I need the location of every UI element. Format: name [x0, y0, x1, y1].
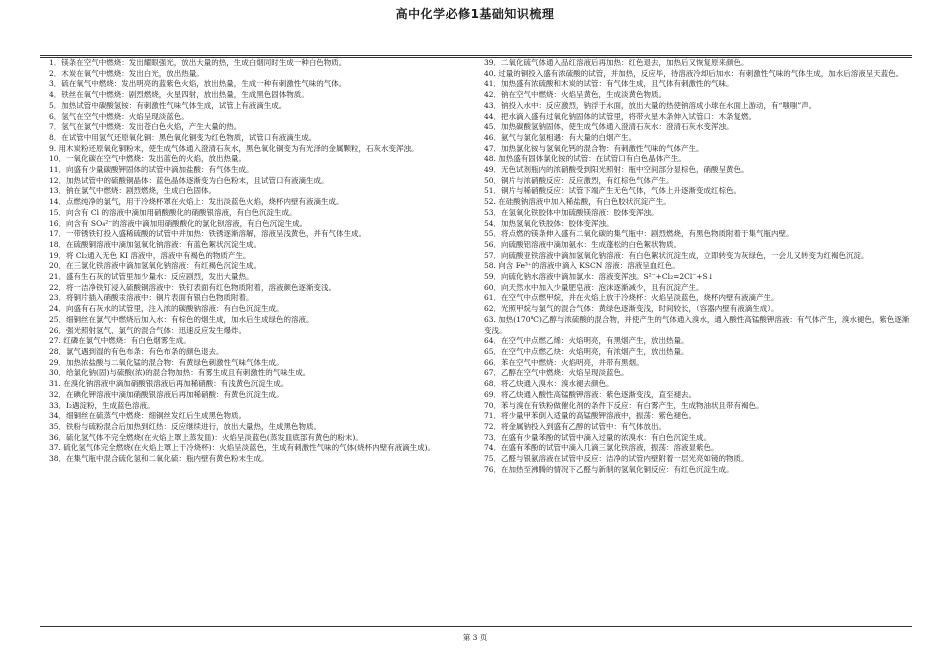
observation-item: 7．氢气在氯气中燃烧：发出苍白色火焰，产生大量的热。: [49, 122, 242, 132]
observation-item: 22．将一洁净铁钉浸入硫酸铜溶液中：铁钉表面有红色物质附着，溶液颜色逐渐变浅。: [49, 282, 337, 292]
observation-item: 64．在空气中点燃乙烯：火焰明亮，有黑烟产生，放出热量。: [484, 336, 689, 346]
observation-item: 31. 在溴化钠溶液中滴加硝酸银溶液后再加稀硝酸：有浅黄色沉淀生成。: [49, 379, 289, 389]
observation-item: 27. 红磷在氯气中燃烧：有白色烟雾生成。: [49, 336, 191, 346]
observation-item: 12．加热试管中的硫酸铜晶体：蓝色晶体逐渐变为白色粉末，且试管口有液滴生成。: [49, 175, 329, 185]
left-column: [49, 58, 481, 465]
observation-item: 18．在硫酸铜溶液中滴加氢氧化钠溶液：有蓝色絮状沉淀生成。: [49, 239, 262, 249]
observation-item: 17．一带锈铁钉投入盛稀硫酸的试管中并加热：铁锈逐渐溶解，溶液呈浅黄色，并有气体生成。: [49, 229, 367, 239]
observation-item: 1．镁条在空气中燃烧：发出耀眼强光，放出大量的热，生成白烟同时生成一种白色物质。: [49, 58, 347, 67]
observation-item: 70．苯与溴在有铁粉做催化剂的条件下反应：有白雾产生，生成物油状且带有褐色。: [484, 400, 764, 410]
observation-item: 9. 用木炭粉还原氧化铜粉末，使生成气体通入澄清石灰水，黑色氧化铜变为有光泽的金属颗粒，石灰水变浑浊。: [49, 143, 419, 153]
observation-item: 58. 向含 Fe³⁺的溶液中滴入 KSCN 溶液：溶液呈血红色。: [484, 261, 680, 271]
page-title: 高中化学必修1基础知识梳理: [395, 7, 555, 21]
observation-item: 62．光照甲烷与氯气的混合气体：黄绿色逐渐变浅，时间较长，（容器内壁有液滴生成）。: [484, 304, 779, 314]
observation-item: 54．加热氢氧化铁胶体：胶体变浑浊。: [484, 218, 614, 228]
observation-item: 60．向天然水中加入少量肥皂液：泡沫逐渐减少，且有沉淀产生。: [484, 282, 704, 292]
observation-item: 28．氯气遇到湿的有色布条：有色布条的颜色退去。: [49, 346, 224, 356]
observation-item: 2．木炭在氧气中燃烧：发出白光，放出热量。: [49, 68, 204, 78]
observation-item: 3．硫在氧气中燃烧：发出明亮的蓝紫色火焰，放出热量，生成一种有刺激性气味的气体。: [49, 79, 347, 89]
observation-item: 5．加热试管中碳酸氢铵：有刺激性气味气体生成，试管上有液滴生成。: [49, 100, 287, 110]
observation-item: 53．在氢氧化铁胶体中加硫酸镁溶液：胶体变浑浊。: [484, 207, 659, 217]
observation-item: 34．细铜丝在硫蒸气中燃烧：细铜丝发红后生成黑色物质。: [49, 411, 247, 421]
observation-item: 43．钠投入水中：反应激烈，钠浮于水面，放出大量的热使钠溶成小球在水面上游动，有“嗤嗤”声。: [484, 100, 817, 110]
observation-item: 10．一氧化碳在空气中燃烧：发出蓝色的火焰，放出热量。: [49, 154, 247, 164]
observation-item: 73．在盛有少量苯酚的试管中滴入过量的浓溴水：有白色沉淀生成。: [484, 432, 712, 442]
right-column: [484, 58, 916, 475]
observation-item: 47．加热氯化铵与氢氧化钙的混合物：有刺激性气味的气体产生。: [484, 143, 704, 153]
observation-item: 45．加热碳酸氢钠固体，使生成气体通入澄清石灰水：澄清石灰水变浑浊。: [484, 122, 734, 132]
observation-item: 68．将乙炔通入溴水：溴水褪去颜色。: [484, 379, 614, 389]
observation-item: 59．向硫化钠水溶液中滴加氯水：溶液变浑浊。S²⁻+Cl₂=2Cl⁻+S↓: [484, 272, 714, 282]
observation-item: 15．向含有 Cl 的溶液中滴加用硝酸酸化的硝酸银溶液，有白色沉淀生成。: [49, 207, 297, 217]
observation-item: 11．向盛有少量碳酸钾固体的试管中滴加盐酸：有气体生成。: [49, 165, 254, 175]
observation-item: 25．细铜丝在氯气中燃烧后加入水：有棕色的烟生成，加水后生成绿色的溶液。: [49, 314, 314, 324]
observation-item: 30．给氯化钠(固)与硫酸(浓)的混合物加热：有雾生成且有刺激性的气味生成。: [49, 368, 311, 378]
observation-item: 75．乙醛与银氨溶液在试管中反应：洁净的试管内壁附着一层光亮如镜的物质。: [484, 454, 749, 464]
observation-item: 29．加热浓盐酸与二氧化锰的混合物：有黄绿色刺激性气味气体生成。: [49, 357, 284, 367]
observation-item: 51．铜片与稀硝酸反应：试管下端产生无色气体，气体上升逐渐变成红棕色。: [484, 186, 742, 196]
observation-item: 74．在盛有苯酚的试管中滴入几滴三氯化铁溶液，振荡：溶液显紫色。: [484, 443, 719, 453]
observation-item: 40. 过量的铜投入盛有浓硫酸的试管，并加热，反应毕，待溶液冷却后加水：有刺激性气味的气体生成，加水后溶液呈天蓝色。: [484, 68, 904, 78]
observation-item: 8．在试管中用氢气还原氧化铜：黑色氧化铜变为红色物质，试管口有液滴生成。: [49, 132, 317, 142]
observation-item: 49．无色试剂瓶内的浓硝酸受到阳光照射：瓶中空间部分显棕色，硝酸呈黄色。: [484, 165, 749, 175]
observation-item: 6．氢气在空气中燃烧：火焰呈现淡蓝色。: [49, 111, 189, 121]
observation-item: 13．钠在氯气中燃烧：剧烈燃烧，生成白色固体。: [49, 186, 217, 196]
observation-item: 16．向含有 SO₄²⁻的溶液中滴加用硝酸酸化的氯化钡溶液，有白色沉淀生成。: [49, 218, 308, 228]
page-number: 第 3 页: [462, 633, 488, 642]
observation-item: 19．将 Cl₂通入无色 KI 溶液中，溶液中有褐色的物质产生。: [49, 250, 251, 260]
header-rule-top: [40, 55, 912, 56]
observation-item: 50．铜片与浓硝酸反应：反应激烈，有红棕色气体产生。: [484, 175, 674, 185]
observation-item: 41．加热盛有浓硫酸和木炭的试管：有气体生成，且气体有刺激性的气味。: [484, 79, 734, 89]
observation-item: 32．在碘化钾溶液中滴加硝酸银溶液后再加稀硝酸：有黄色沉淀生成。: [49, 389, 284, 399]
observation-item: 56．向硫酸铝溶液中滴加氨水：生成蓬松的白色絮状物质。: [484, 239, 682, 249]
observation-item: 24．向盛有石灰水的试管里，注入浓的碳酸钠溶液：有白色沉淀生成。: [49, 304, 284, 314]
observation-item: 44．把水滴入盛有过氧化钠固体的试管里，将带火星木条伸入试管口：木条复燃。: [484, 111, 757, 121]
observation-item: 48. 加热盛有固体氯化铵的试管：在试管口有白色晶体产生。: [484, 154, 686, 164]
observation-item: 55．将点燃的镁条伸入盛有二氧化碳的集气瓶中：剧烈燃烧，有黑色物质附着于集气瓶内壁。: [484, 229, 794, 239]
observation-item: 57．向硫酸亚铁溶液中滴加氢氧化钠溶液：有白色絮状沉淀生成，立即转变为灰绿色，一会儿又转变为红褐色沉淀。: [484, 250, 869, 260]
observation-item: 39．二氧化硫气体通入品红溶液后再加热：红色退去，加热后又恢复原来颜色。: [484, 58, 749, 67]
observation-item: 66．苯在空气中燃烧：火焰明亮，并带有黑烟。: [484, 357, 644, 367]
observation-item: 38．在集气瓶中混合硫化氢和二氧化硫：瓶内壁有黄色粉末生成。: [49, 454, 269, 464]
observation-item: 37. 硫化氢气体完全燃烧(在火焰上罩上干冷烧杯)：火焰呈淡蓝色，生成有刺激性气味的气体(烧杯内壁有液滴生成)。: [49, 443, 436, 453]
observation-item: 52. 在硅酸钠溶液中加入稀盐酸，有白色胶状沉淀产生。: [484, 197, 671, 207]
footer-rule: [40, 626, 912, 627]
observation-item: 4．铁丝在氧气中燃烧：剧烈燃烧，火星四射，放出热量，生成黑色固体物质。: [49, 90, 309, 100]
observation-item: 21．盛有生石灰的试管里加少量水：反应剧烈，发出大量热。: [49, 272, 254, 282]
observation-item: 35．铁粉与硫粉混合后加热到红热：反应继续进行，放出大量热，生成黑色物质。: [49, 421, 322, 431]
observation-item: 67．乙醇在空气中燃烧：火焰呈现淡蓝色。: [484, 368, 629, 378]
observation-item: 69．将乙炔通入酸性高锰酸钾溶液：紫色逐渐变浅，直至褪去。: [484, 389, 697, 399]
observation-item: 33．I₂遇淀粉，生成蓝色溶液。: [49, 400, 155, 410]
observation-item: 61．在空气中点燃甲烷，并在火焰上放干冷烧杯：火焰呈淡蓝色，烧杯内壁有液滴产生。: [484, 293, 779, 303]
observation-item: 36．硫化氢气体不完全燃烧(在火焰上罩上蒸发皿)：火焰呈淡蓝色(蒸发皿底部有黄色的粉末)。: [49, 432, 363, 442]
observation-item: 14．点燃纯净的氯气，用干冷烧杯罩在火焰上：发出淡蓝色火焰，烧杯内壁有液滴生成。: [49, 197, 344, 207]
observation-item: 71．将少量甲苯倒入适量的高锰酸钾溶液中，振荡：紫色褪色。: [484, 411, 697, 421]
observation-item: 72．将金属钠投入到盛有乙醇的试管中：有气体放出。: [484, 421, 667, 431]
observation-item: 46．氨气与氯化氢相遇：有大量的白烟产生。: [484, 132, 637, 142]
observation-item: 65．在空气中点燃乙炔：火焰明亮，有浓烟产生，放出热量。: [484, 346, 689, 356]
observation-item: 42．钠在空气中燃烧：火焰呈黄色，生成淡黄色物质。: [484, 90, 667, 100]
observation-item: 76．在加热至沸腾的情况下乙醛与新制的氢氧化铜反应：有红色沉淀生成。: [484, 464, 734, 474]
observation-item: 23．将铜片插入硝酸汞溶液中：铜片表面有银白色物质附着。: [49, 293, 254, 303]
observation-item: 63. 加热(170℃)乙醇与浓硫酸的混合物，并使产生的气体通入溴水，通入酸性高锰酸钾溶液：有气体产生，溴水褪色，紫色逐渐变浅。: [484, 314, 910, 335]
observation-item: 26．强光照射氢气、氯气的混合气体：迅速反应发生爆炸。: [49, 325, 247, 335]
observation-item: 20．在三氯化铁溶液中滴加氢氧化钠溶液：有红褐色沉淀生成。: [49, 261, 262, 271]
